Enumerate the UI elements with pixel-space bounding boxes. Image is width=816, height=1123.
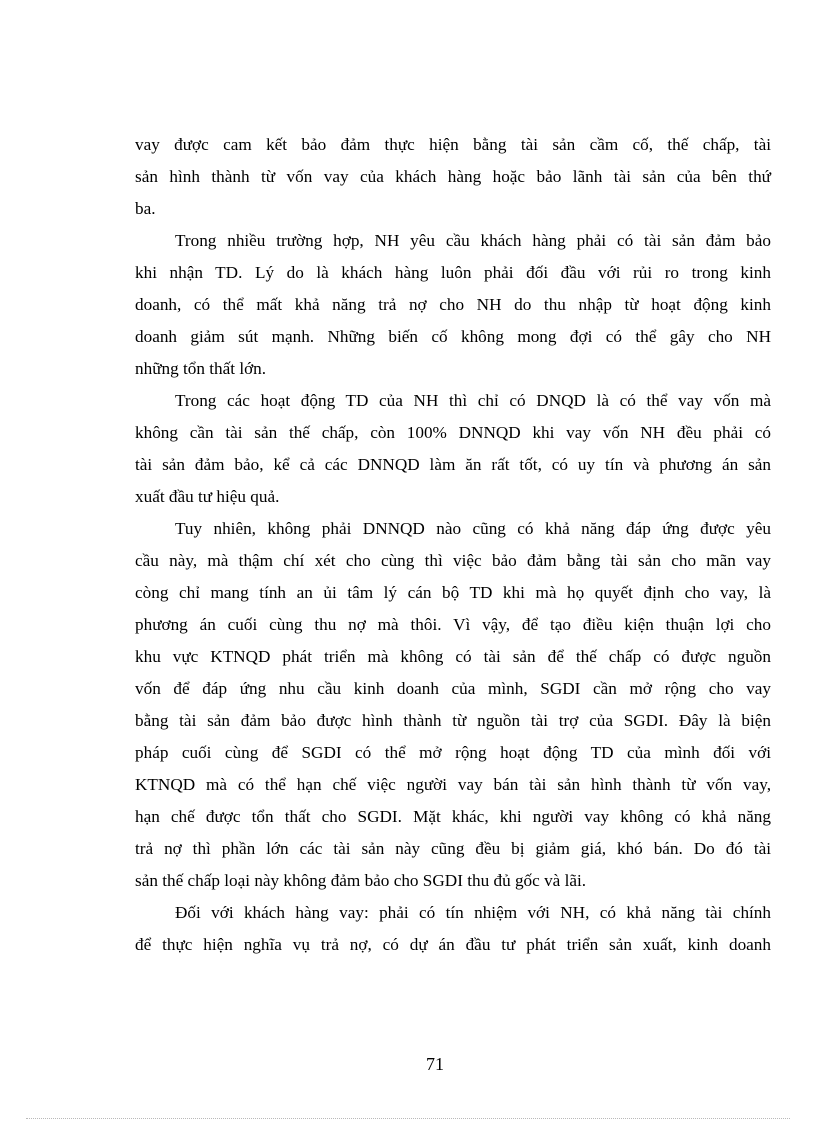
paragraph bbox=[135, 225, 771, 385]
text-line: phương án cuối cùng thu nợ mà thôi. Vì vậy, để tạo điều kiện thuận lợi cho bbox=[135, 615, 771, 634]
text-line: bằng tài sản đảm bảo được hình thành từ nguồn tài trợ của SGDI. Đây là biện bbox=[135, 711, 771, 730]
text-line: để thực hiện nghĩa vụ trả nợ, có dự án đầu tư phát triển sản xuất, kinh doanh bbox=[135, 935, 771, 954]
text-line: tài sản đảm bảo, kể cả các DNNQD làm ăn rất tốt, có uy tín và phương án sản bbox=[135, 455, 771, 474]
text-line: sản hình thành từ vốn vay của khách hàng hoặc bảo lãnh tài sản của bên thứ bbox=[135, 167, 771, 186]
text-line: doanh giảm sút mạnh. Những biến cố không mong đợi có thể gây cho NH bbox=[135, 327, 771, 346]
text-line: Trong nhiều trường hợp, NH yêu cầu khách hàng phải có tài sản đảm bảo bbox=[175, 231, 771, 250]
text-line: sản thế chấp loại này không đảm bảo cho SGDI thu đủ gốc và lãi. bbox=[135, 871, 587, 890]
text-line: không cần tài sản thế chấp, còn 100% DNNQD khi vay vốn NH đều phải có bbox=[135, 423, 771, 442]
text-line: KTNQD mà có thể hạn chế việc người vay bán tài sản hình thành từ vốn vay, bbox=[135, 775, 771, 794]
text-line: khi nhận TD. Lý do là khách hàng luôn phải đối đầu với rủi ro trong kinh bbox=[135, 263, 771, 282]
paragraph bbox=[135, 129, 771, 225]
text-line: Trong các hoạt động TD của NH thì chỉ có DNQD là có thể vay vốn mà bbox=[175, 391, 771, 410]
paragraph bbox=[135, 385, 771, 513]
text-line: khu vực KTNQD phát triển mà không có tài sản để thế chấp có được nguồn bbox=[135, 647, 771, 666]
text-line: Đối với khách hàng vay: phải có tín nhiệm với NH, có khả năng tài chính bbox=[175, 903, 771, 922]
paragraph bbox=[135, 897, 771, 961]
page-number: 71 bbox=[426, 1054, 444, 1074]
text-line: hạn chế được tổn thất cho SGDI. Mặt khác, khi người vay không có khả năng bbox=[135, 807, 771, 826]
text-line: pháp cuối cùng để SGDI có thể mở rộng hoạt động TD của mình đối với bbox=[135, 743, 771, 762]
paragraph bbox=[135, 513, 771, 897]
text-line: vốn để đáp ứng nhu cầu kinh doanh của mình, SGDI cần mở rộng cho vay bbox=[135, 679, 771, 698]
text-line: những tổn thất lớn. bbox=[135, 359, 267, 378]
text-line: doanh, có thể mất khả năng trả nợ cho NH do thu nhập từ hoạt động kinh bbox=[135, 295, 771, 314]
text-line: ba. bbox=[135, 199, 156, 218]
text-line: cầu này, mà thậm chí xét cho cùng thì việc bảo đảm bằng tài sản cho mãn vay bbox=[135, 551, 771, 570]
text-line: Tuy nhiên, không phải DNNQD nào cũng có khả năng đáp ứng được yêu bbox=[175, 519, 771, 538]
text-line: xuất đầu tư hiệu quả. bbox=[135, 487, 280, 506]
page-bottom-divider bbox=[26, 1118, 790, 1119]
text-line: vay được cam kết bảo đảm thực hiện bằng tài sản cầm cố, thế chấp, tài bbox=[135, 135, 771, 154]
text-line: còng chỉ mang tính an ủi tâm lý cán bộ TD khi mà họ quyết định cho vay, là bbox=[135, 583, 771, 602]
page-body bbox=[135, 129, 771, 961]
text-line: trả nợ thì phần lớn các tài sản này cũng đều bị giảm giá, khó bán. Do đó tài bbox=[135, 839, 771, 858]
